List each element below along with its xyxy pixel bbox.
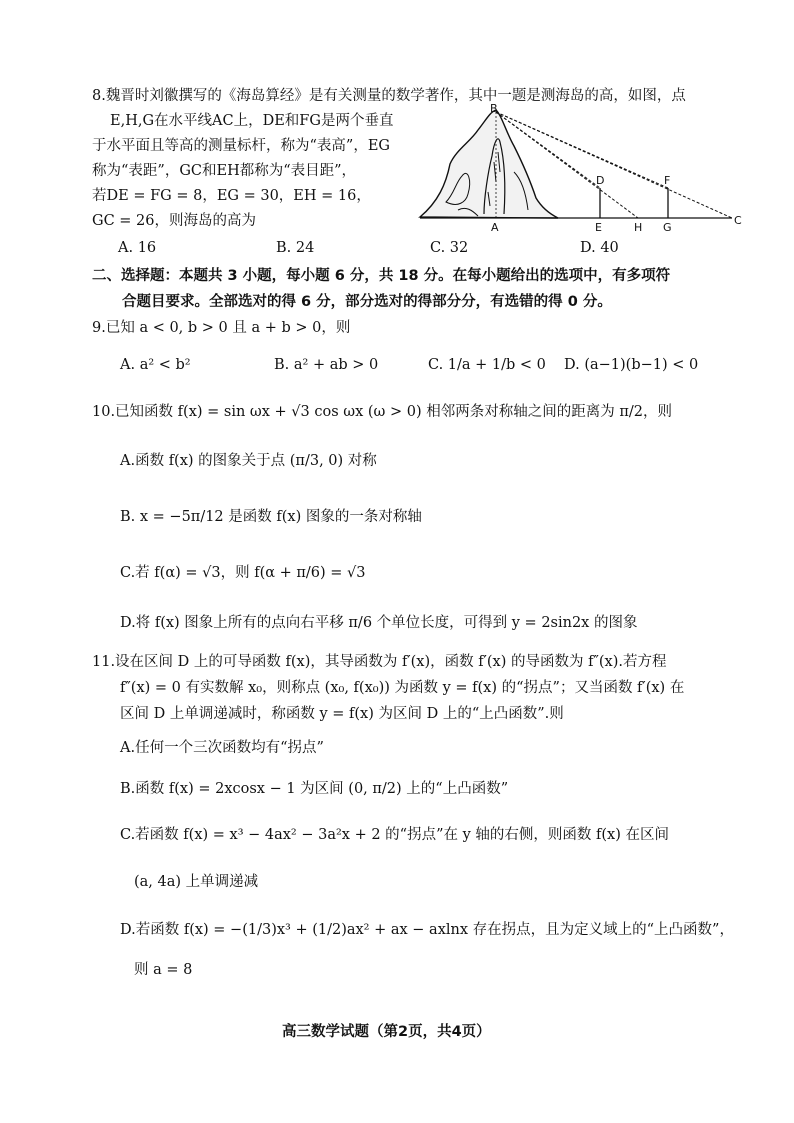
label-H: H [634,221,643,234]
q8-option-a: A. 16 [118,240,157,256]
q11-option-d-line2: 则 a = 8 [134,962,193,978]
q8-option-c: C. 32 [430,240,469,256]
q8-option-d: D. 40 [580,240,619,256]
q8-line1: 8.魏晋时刘徽撰写的《海岛算经》是有关测量的数学著作，其中一题是测海岛的高，如图，点 [92,88,686,104]
q8-line2: E,H,G在水平线AC上，DE和FG是两个垂直 [110,113,394,129]
q8-figure [418,102,748,234]
label-B: B [490,102,498,115]
q11-option-b: B.函数 f(x) = 2xcosx − 1 为区间 (0, π/2) 上的“上凸函数” [120,781,509,797]
q11-line3: 区间 D 上单调递减时，称函数 y = f(x) 为区间 D 上的“上凸函数”.则 [120,706,564,722]
page-footer: 高三数学试题（第2页，共4页） [282,1024,491,1040]
q9-option-a: A. a² < b² [120,357,191,373]
q11-option-c-line2: (a, 4a) 上单调递减 [134,874,259,890]
q8-option-b: B. 24 [276,240,315,256]
label-D: D [596,174,605,187]
q8-line5: 若DE = FG = 8，EG = 30，EH = 16， [92,188,371,204]
q11-option-d-line1: D.若函数 f(x) = −(1/3)x³ + (1/2)ax² + ax − axlnx 存在拐点，且为定义域上的“上凸函数”， [120,922,734,938]
q9-option-d: D. (a−1)(b−1) < 0 [564,357,699,373]
q11-line1: 11.设在区间 D 上的可导函数 f(x)，其导函数为 f′(x)，函数 f′(x) 的导函数为 f″(x).若方程 [92,654,667,670]
q9-stem: 9.已知 a < 0, b > 0 且 a + b > 0，则 [92,320,351,336]
label-F: F [664,174,671,187]
label-C: C [734,214,742,227]
q10-option-d: D.将 f(x) 图象上所有的点向右平移 π/6 个单位长度，可得到 y = 2sin2x 的图象 [120,615,638,631]
q8-line3: 于水平面且等高的测量标杆，称为“表高”，EG [92,138,390,154]
label-G: G [663,221,672,234]
q8-line6: GC = 26，则海岛的高为 [92,213,256,229]
section2-line1: 二、选择题：本题共 3 小题，每小题 6 分，共 18 分。在每小题给出的选项中，有多项符 [92,268,671,284]
q11-option-a: A.任何一个三次函数均有“拐点” [120,740,324,756]
label-E: E [595,221,602,234]
q11-line2: f″(x) = 0 有实数解 x₀，则称点 (x₀, f(x₀)) 为函数 y = f(x) 的“拐点”；又当函数 f′(x) 在 [120,680,685,696]
label-A: A [491,221,499,234]
q9-option-b: B. a² + ab > 0 [274,357,379,373]
q11-option-c-line1: C.若函数 f(x) = x³ − 4ax² − 3a²x + 2 的“拐点”在 y 轴的右侧，则函数 f(x) 在区间 [120,827,669,843]
section2-line2: 合题目要求。全部选对的得 6 分，部分选对的得部分分，有选错的得 0 分。 [122,294,612,310]
q10-option-b: B. x = −5π/12 是函数 f(x) 图象的一条对称轴 [120,509,422,525]
q10-stem: 10.已知函数 f(x) = sin ωx + √3 cos ωx (ω > 0) 相邻两条对称轴之间的距离为 π/2，则 [92,404,672,420]
q10-option-a: A.函数 f(x) 的图象关于点 (π/3, 0) 对称 [120,453,377,469]
q8-line4: 称为“表距”，GC和EH都称为“表目距”， [92,163,357,179]
q10-option-c: C.若 f(α) = √3，则 f(α + π/6) = √3 [120,565,366,581]
q9-option-c: C. 1/a + 1/b < 0 [428,357,546,373]
